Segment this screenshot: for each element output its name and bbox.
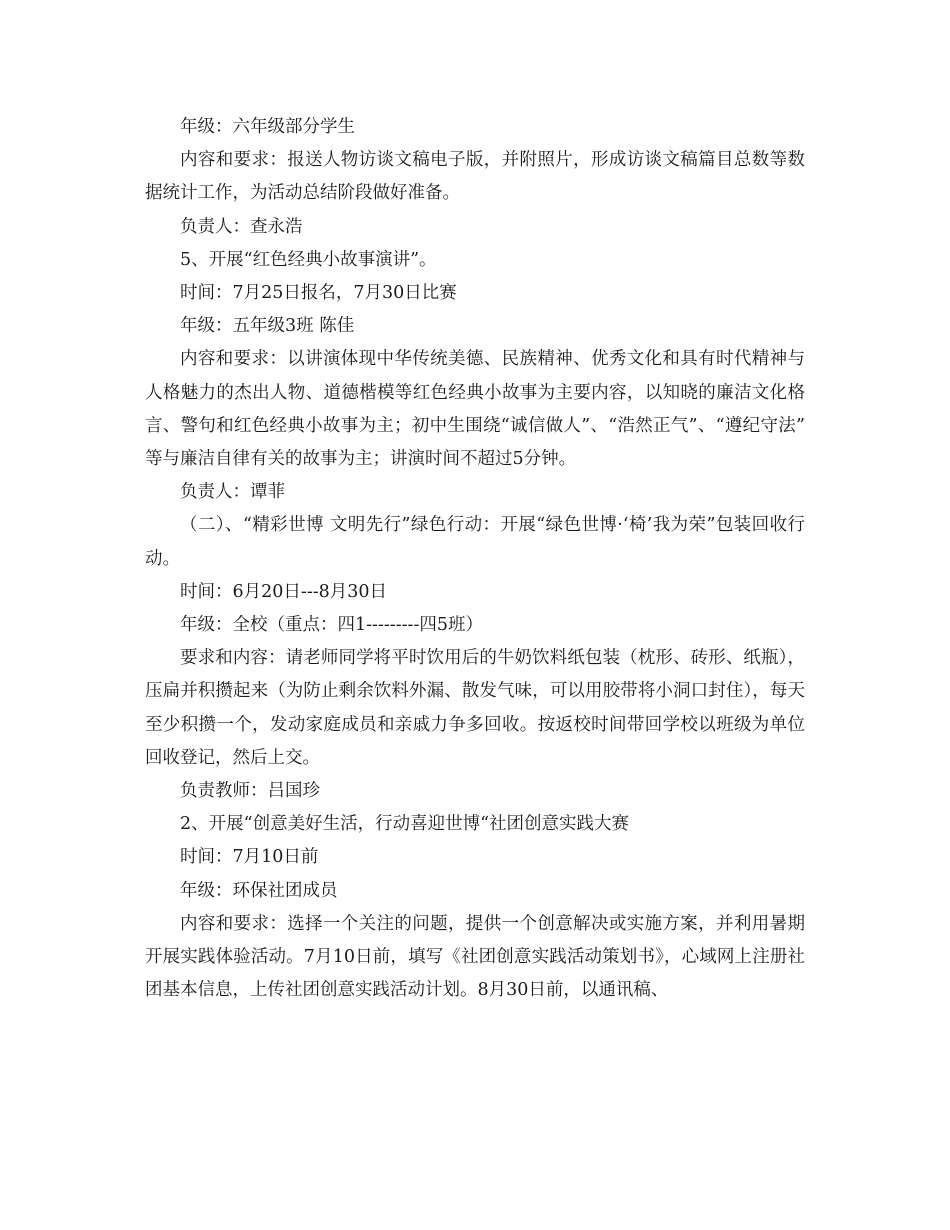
paragraph-item-2-title: 2、开展“创意美好生活，行动喜迎世博“社团创意实践大赛 bbox=[180, 814, 630, 835]
paragraph-teacher-in-charge: 负责教师：吕国珍 bbox=[180, 781, 320, 802]
paragraph-interview-requirements: 内容和要求：报送人物访谈文稿电子版，并附照片，形成访谈文稿篇目总数等数据统计工作，为活动总结阶段做好准备。 bbox=[145, 150, 805, 204]
paragraph-speech-time: 时间：7月25日报名，7月30日比赛 bbox=[180, 283, 457, 304]
paragraph-contest-grade: 年级：环保社团成员 bbox=[180, 880, 338, 901]
paragraph-grade-6: 年级：六年级部分学生 bbox=[180, 117, 355, 137]
paragraph-contest-time: 时间：7月10日前 bbox=[180, 847, 319, 868]
paragraph-recycling-requirements: 要求和内容：请老师同学将平时饮用后的牛奶饮料纸包装（枕形、砖形、纸瓶），压扁并积攒起来（为防止剩余饮料外漏、散发气味，可以用胶带将小洞口封住），每天至少积攒一个，发动家庭成员和亲戚力争多回收。按返校时间带回学校以班级为单位回收登记，然后上交。 bbox=[145, 648, 805, 768]
document-body bbox=[145, 111, 805, 1007]
paragraph-item-5-title: 5、开展“红色经典小故事演讲”。 bbox=[180, 249, 437, 270]
paragraph-speech-requirements: 内容和要求：以讲演体现中华传统美德、民族精神、优秀文化和具有时代精神与人格魅力的杰出人物、道德楷模等红色经典小故事为主要内容，以知晓的廉洁文化格言、警句和红色经典小故事为主；初中生围绕“诚信做人”、“浩然正气”、“遵纪守法”等与廉洁自律有关的故事为主；讲演时间不超过5分钟。 bbox=[145, 349, 805, 470]
paragraph-section-2-title: （二）、“精彩世博 文明先行”绿色行动：开展“绿色世博·‘椅’我为荣”包装回收行动。 bbox=[145, 515, 805, 569]
paragraph-person-in-charge-2: 负责人：谭菲 bbox=[180, 482, 285, 503]
paragraph-person-in-charge-1: 负责人：查永浩 bbox=[180, 216, 303, 237]
paragraph-contest-requirements: 内容和要求：选择一个关注的问题，提供一个创意解决或实施方案，并利用暑期开展实践体验活动。7月10日前，填写《社团创意实践活动策划书》，心域网上注册社团基本信息，上传社团创意实践活动计划。8月30日前，以通讯稿、 bbox=[145, 913, 805, 1001]
paragraph-speech-grade: 年级：五年级3班 陈佳 bbox=[180, 316, 355, 337]
paragraph-recycling-grade: 年级：全校（重点：四1---------四5班） bbox=[180, 615, 483, 636]
paragraph-recycling-time: 时间：6月20日---8月30日 bbox=[180, 581, 388, 602]
